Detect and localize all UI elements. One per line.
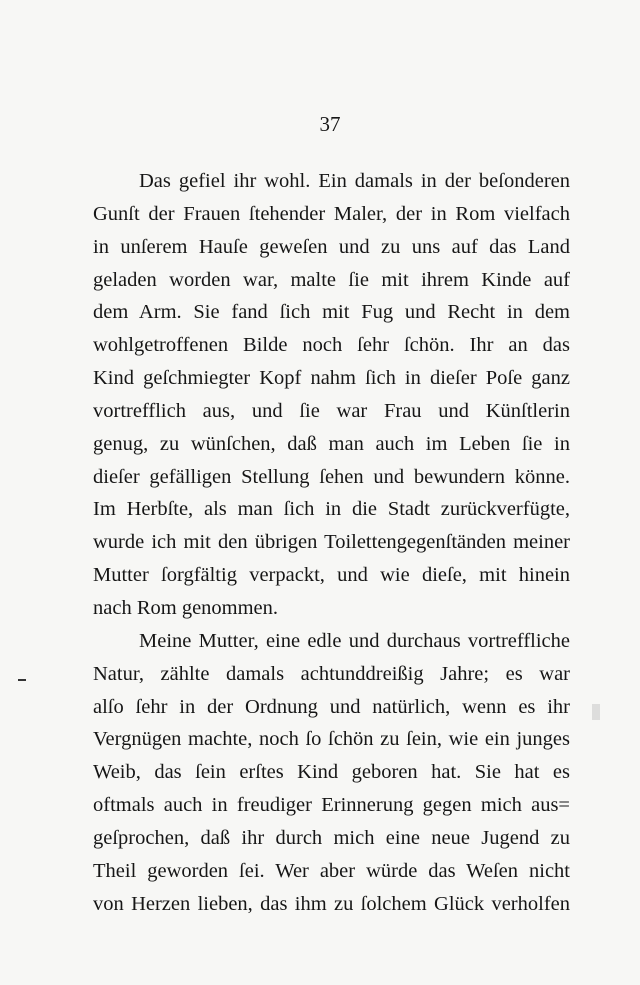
text-line: geſprochen, daß ihr durch mich eine neue Jugend zu [93,826,570,849]
text-line: Vergnügen machte, noch ſo ſchön zu ſein, wie ein junges [93,728,570,751]
margin-mark [18,679,26,681]
text-line: Mutter ſorgfältig verpackt, und wie dieſe, mit hinein [93,564,570,587]
text-line: Weib, das ſein erſtes Kind geboren hat. Sie hat es [93,761,570,784]
text-line: Natur, zählte damals achtunddreißig Jahre; es war [93,662,570,685]
text-line: Im Herbſte, als man ſich in die Stadt zurückverfügte, [93,498,570,521]
text-line: von Herzen lieben, das ihm zu ſolchem Glück verholfen [93,892,570,915]
text-line: dem Arm. Sie fand ſich mit Fug und Recht in dem [93,301,570,324]
page-number: 37 [319,112,341,136]
text-line: Meine Mutter, eine edle und durchaus vortreffliche [139,629,570,652]
text-line: Kind geſchmiegter Kopf nahm ſich in dieſer Poſe ganz [93,367,570,390]
text-line: nach Rom genommen. [93,596,279,619]
text-line: vortrefflich aus, und ſie war Frau und Künſtlerin [93,399,570,422]
text-line: wurde ich mit den übrigen Toilettengegenſtänden meiner [93,531,570,554]
text-line: genug, zu wünſchen, daß man auch im Leben ſie in [93,432,570,455]
text-line: alſo ſehr in der Ordnung und natürlich, wenn es ihr [93,695,570,718]
text-line: Gunſt der Frauen ſtehender Maler, der in Rom vielfach [93,202,570,225]
text-line: in unſerem Hauſe geweſen und zu uns auf das Land [93,235,570,258]
page-body-text [93,165,570,920]
text-line: oftmals auch in freudiger Erinnerung gegen mich aus= [93,794,570,817]
text-line: Das gefiel ihr wohl. Ein damals in der beſonderen [139,170,570,192]
scan-smudge [592,704,600,720]
text-line: dieſer gefälligen Stellung ſehen und bewundern könne. [93,465,570,488]
text-line: wohlgetroffenen Bilde noch ſehr ſchön. Ihr an das [93,334,570,357]
text-line: geladen worden war, malte ſie mit ihrem Kinde auf [93,268,570,291]
text-line: Theil geworden ſei. Wer aber würde das Weſen nicht [93,859,570,882]
